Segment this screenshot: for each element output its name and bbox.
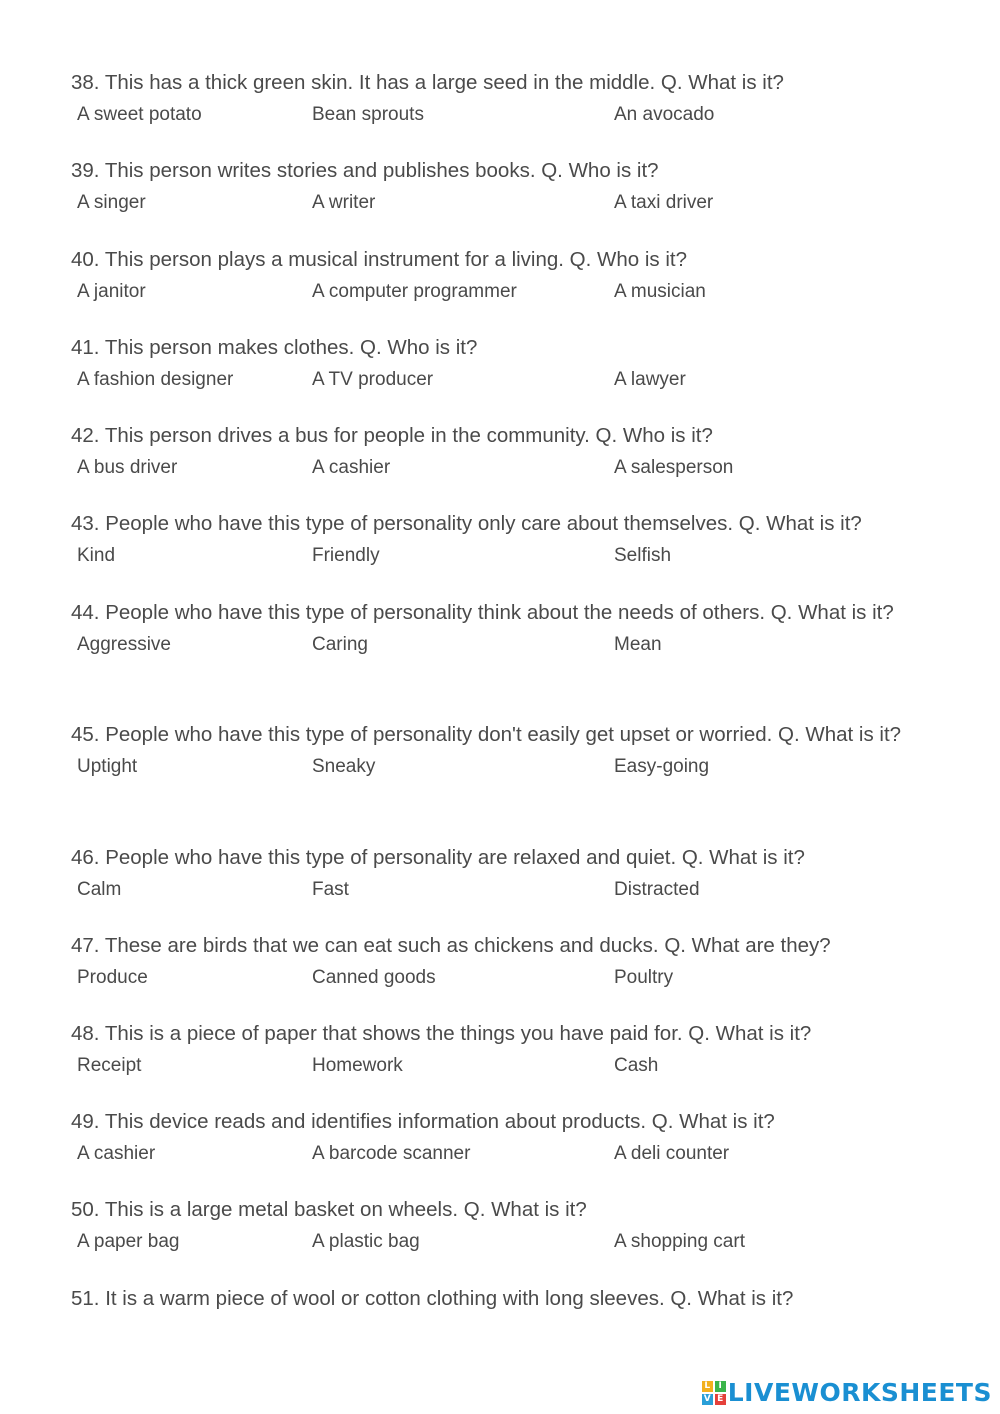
option-a[interactable]: A bus driver	[77, 457, 178, 478]
option-a[interactable]: Aggressive	[77, 634, 171, 655]
option-a[interactable]: A fashion designer	[77, 369, 234, 390]
answer-options	[71, 630, 941, 660]
question-43	[71, 507, 941, 571]
question-51	[71, 1282, 941, 1316]
option-a[interactable]: Kind	[77, 545, 116, 566]
option-b[interactable]: Canned goods	[312, 967, 436, 988]
logo-text: LIVEWORKSHEETS	[727, 1378, 992, 1407]
option-c[interactable]: Cash	[614, 1055, 659, 1076]
option-b[interactable]: A cashier	[312, 457, 391, 478]
question-39	[71, 154, 941, 218]
logo-mark-letter: L	[702, 1381, 713, 1392]
answer-options	[71, 1051, 941, 1081]
question-text: 48. This is a piece of paper that shows the things you have paid for. Q. What is it?	[71, 1022, 812, 1045]
question-text: 38. This has a thick green skin. It has a large seed in the middle. Q. What is it?	[71, 71, 784, 94]
question-text: 42. This person drives a bus for people in the community. Q. Who is it?	[71, 424, 713, 447]
liveworksheets-logo	[702, 1378, 992, 1408]
question-45	[71, 718, 941, 782]
option-c[interactable]: A musician	[614, 281, 706, 302]
question-40	[71, 243, 941, 307]
option-c[interactable]: A taxi driver	[614, 192, 714, 213]
question-46	[71, 841, 941, 905]
question-text: 50. This is a large metal basket on wheels. Q. What is it?	[71, 1198, 587, 1221]
question-text: 41. This person makes clothes. Q. Who is it?	[71, 336, 478, 359]
answer-options	[71, 541, 941, 571]
answer-options	[71, 752, 941, 782]
option-b[interactable]: Sneaky	[312, 756, 376, 777]
option-a[interactable]: Uptight	[77, 756, 138, 777]
option-a[interactable]: A singer	[77, 192, 146, 213]
option-b[interactable]: Homework	[312, 1055, 403, 1076]
answer-options	[71, 875, 941, 905]
option-b[interactable]: Caring	[312, 634, 368, 655]
option-c[interactable]: Distracted	[614, 879, 700, 900]
option-b[interactable]: A plastic bag	[312, 1231, 420, 1252]
logo-mark-icon	[702, 1381, 726, 1405]
question-49	[71, 1105, 941, 1169]
answer-options	[71, 1139, 941, 1169]
question-text: 46. People who have this type of personality are relaxed and quiet. Q. What is it?	[71, 846, 805, 869]
question-44	[71, 596, 941, 660]
question-text: 39. This person writes stories and publishes books. Q. Who is it?	[71, 159, 659, 182]
option-b[interactable]: Bean sprouts	[312, 104, 424, 125]
option-c[interactable]: A deli counter	[614, 1143, 730, 1164]
option-a[interactable]: A janitor	[77, 281, 146, 302]
option-b[interactable]: A computer programmer	[312, 281, 517, 302]
question-text: 40. This person plays a musical instrument for a living. Q. Who is it?	[71, 248, 688, 271]
answer-options	[71, 1227, 941, 1257]
question-41	[71, 331, 941, 395]
option-c[interactable]: A lawyer	[614, 369, 686, 390]
question-50	[71, 1193, 941, 1257]
option-c[interactable]: Poultry	[614, 967, 674, 988]
question-text: 51. It is a warm piece of wool or cotton clothing with long sleeves. Q. What is it?	[71, 1287, 794, 1310]
answer-options	[71, 100, 941, 130]
option-a[interactable]: A sweet potato	[77, 104, 202, 125]
question-text: 44. People who have this type of personality think about the needs of others. Q. What is it?	[71, 601, 894, 624]
option-b[interactable]: Friendly	[312, 545, 380, 566]
answer-options	[71, 188, 941, 218]
option-c[interactable]: A salesperson	[614, 457, 734, 478]
answer-options	[71, 963, 941, 993]
logo-mark-letter: V	[702, 1394, 713, 1405]
question-38	[71, 66, 941, 130]
option-c[interactable]: A shopping cart	[614, 1231, 745, 1252]
option-b[interactable]: A TV producer	[312, 369, 434, 390]
question-text: 45. People who have this type of personality don't easily get upset or worried. Q. What is it?	[71, 723, 902, 746]
question-text: 47. These are birds that we can eat such as chickens and ducks. Q. What are they?	[71, 934, 831, 957]
option-a[interactable]: Produce	[77, 967, 148, 988]
option-a[interactable]: A paper bag	[77, 1231, 180, 1252]
option-c[interactable]: Mean	[614, 634, 662, 655]
question-text: 49. This device reads and identifies information about products. Q. What is it?	[71, 1110, 775, 1133]
logo-mark-letter: E	[715, 1394, 726, 1405]
logo-mark-letter: I	[715, 1381, 726, 1392]
question-text: 43. People who have this type of personality only care about themselves. Q. What is it?	[71, 512, 862, 535]
answer-options	[71, 277, 941, 307]
option-b[interactable]: A writer	[312, 192, 376, 213]
answer-options	[71, 365, 941, 395]
answer-options	[71, 453, 941, 483]
option-a[interactable]: A cashier	[77, 1143, 156, 1164]
option-c[interactable]: An avocado	[614, 104, 715, 125]
option-c[interactable]: Selfish	[614, 545, 672, 566]
question-48	[71, 1017, 941, 1081]
option-c[interactable]: Easy-going	[614, 756, 710, 777]
option-b[interactable]: Fast	[312, 879, 349, 900]
option-a[interactable]: Receipt	[77, 1055, 142, 1076]
question-47	[71, 929, 941, 993]
option-b[interactable]: A barcode scanner	[312, 1143, 471, 1164]
question-42	[71, 419, 941, 483]
option-a[interactable]: Calm	[77, 879, 122, 900]
